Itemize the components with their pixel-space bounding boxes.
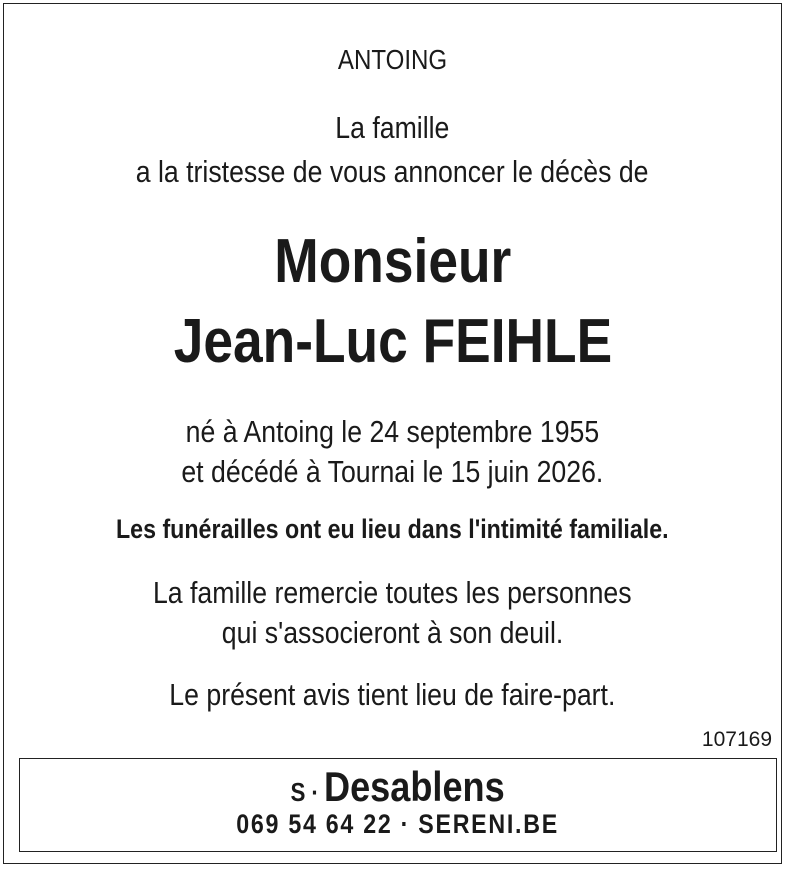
notice-statement: Le présent avis tient lieu de faire-part. bbox=[169, 677, 616, 712]
obituary-notice bbox=[3, 3, 782, 864]
deceased-title: Monsieur bbox=[273, 227, 512, 296]
deceased-name: Jean-Luc FEIHLE bbox=[173, 307, 612, 376]
logo-separator: · bbox=[311, 777, 320, 807]
funeral-statement: Les funérailles ont eu lieu dans l'intimité familiale. bbox=[116, 514, 669, 544]
funeral-home-name: Desablens bbox=[324, 763, 506, 810]
reference-number: 107169 bbox=[701, 728, 772, 751]
place-name: ANTOING bbox=[337, 44, 448, 75]
thanks-line-2: qui s'associeront à son deuil. bbox=[221, 615, 564, 650]
funeral-home-contact: 069 54 64 22 · SERENI.BE bbox=[236, 809, 560, 839]
funeral-home-logo: S bbox=[290, 777, 307, 807]
funeral-home-brand bbox=[20, 763, 776, 811]
intro-line-1: La famille bbox=[335, 110, 450, 145]
thanks-line-1: La famille remercie toutes les personnes bbox=[153, 575, 632, 610]
intro-line-2: a la tristesse de vous annoncer le décès de bbox=[136, 154, 649, 189]
death-line: et décédé à Tournai le 15 juin 2026. bbox=[181, 454, 604, 489]
birth-line: né à Antoing le 24 septembre 1955 bbox=[185, 414, 600, 449]
funeral-home-box bbox=[19, 758, 777, 852]
